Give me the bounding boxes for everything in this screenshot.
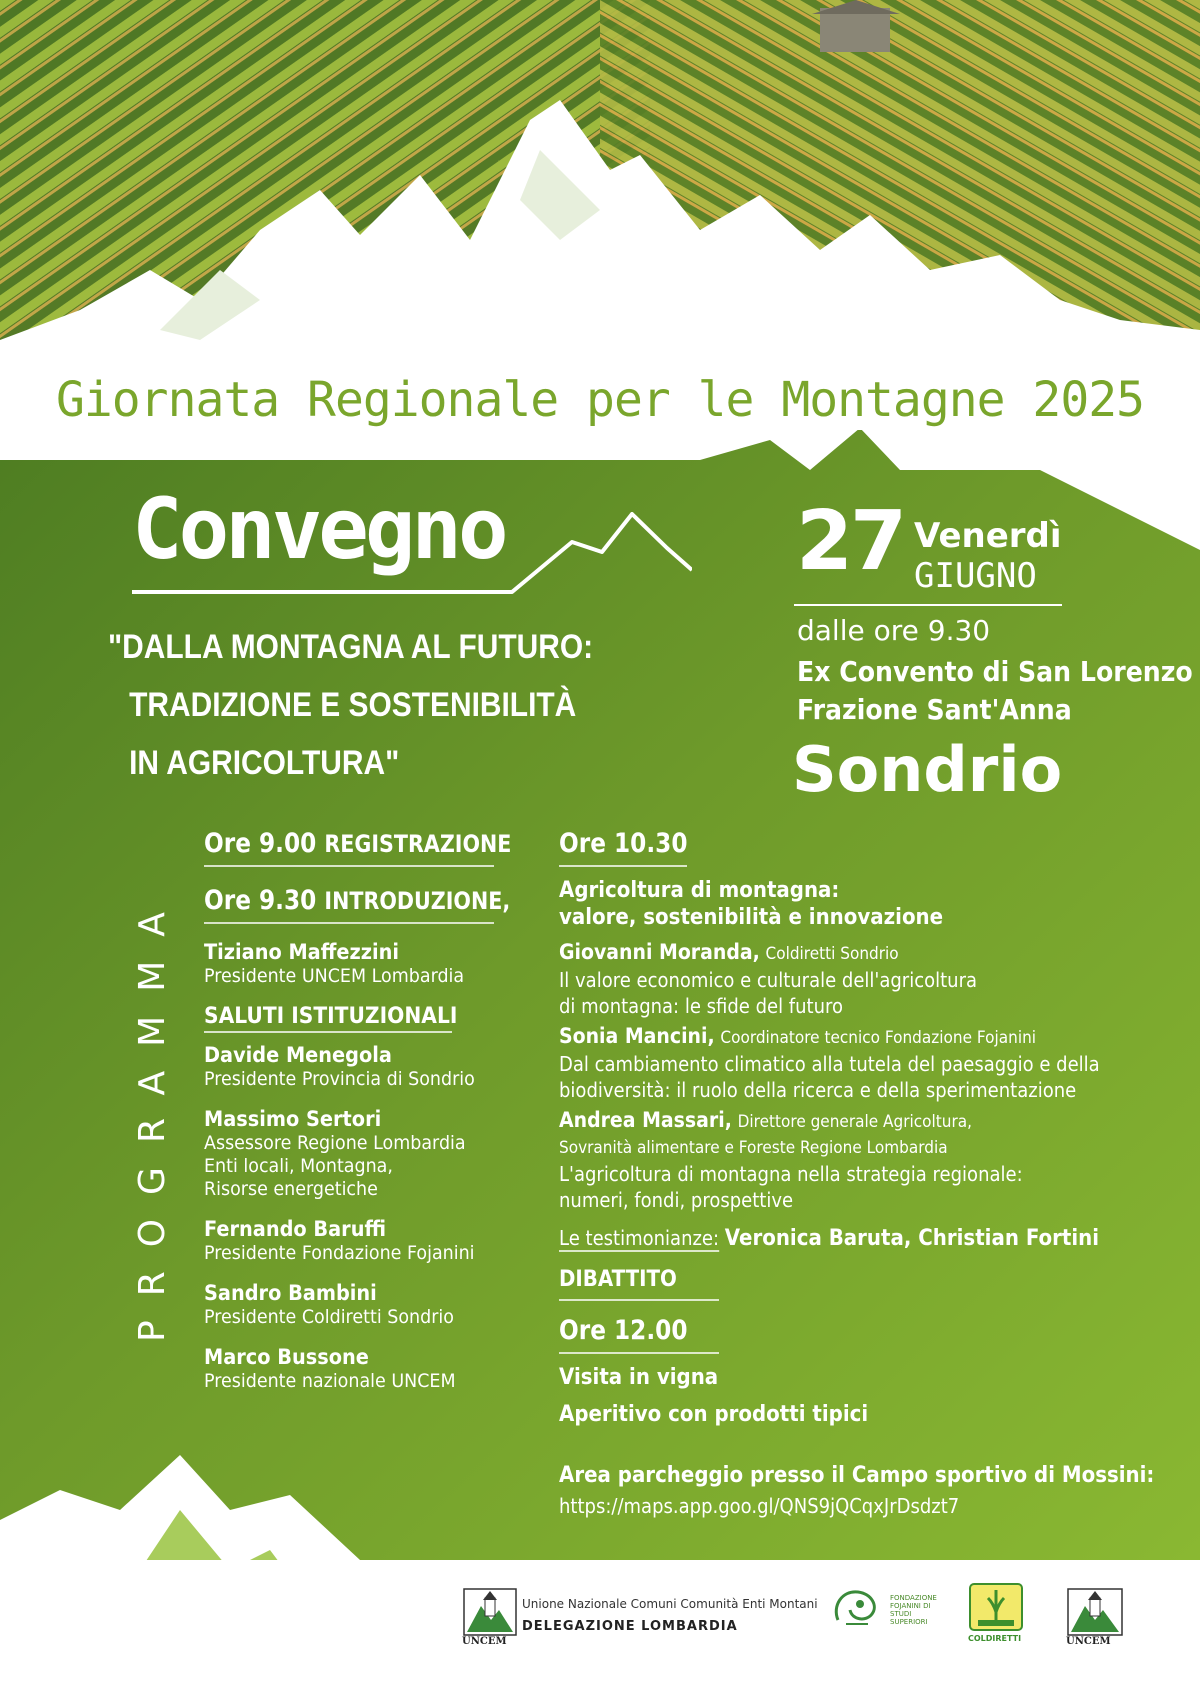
parking-link[interactable]: https://maps.app.goo.gl/QNS9jQCqxJrDsdzt7	[559, 1494, 960, 1518]
talk-speaker: Sonia Mancini,	[559, 1024, 715, 1048]
event-subtitle	[108, 618, 593, 792]
talk-title: biodiversità: il ruolo della ricerca e della sperimentazione	[559, 1078, 1077, 1102]
speaker-block	[204, 1281, 504, 1329]
speaker-role: Assessore Regione Lombardia	[204, 1132, 466, 1154]
uncem-logo-caption-2: UNCEM	[1066, 1636, 1111, 1647]
divider	[204, 865, 494, 867]
subtitle-line: TRADIZIONE E SOSTENIBILITÀ	[129, 686, 577, 724]
testimonials-row	[559, 1225, 1099, 1252]
aperitivo-label: Aperitivo con prodotti tipici	[559, 1402, 869, 1427]
greetings-heading: SALUTI ISTITUZIONALI	[204, 1004, 458, 1029]
talk-title: numeri, fondi, prospettive	[559, 1188, 794, 1212]
program-right-column	[559, 828, 1159, 1519]
speaker-role: Enti locali, Montagna,	[204, 1155, 393, 1177]
page-title: Giornata Regionale per le Montagne 2025	[55, 372, 1145, 428]
fojanini-logo-icon	[828, 1580, 890, 1632]
speaker-name: Tiziano Maffezzini	[204, 940, 399, 964]
uncem-delegation: DELEGAZIONE LOMBARDIA	[522, 1619, 738, 1634]
uncem-logo-caption: UNCEM	[462, 1636, 507, 1647]
divider	[559, 1299, 719, 1301]
program-left-column	[204, 828, 512, 1393]
talk-title: di montagna: le sfide del futuro	[559, 994, 844, 1018]
registration-label: REGISTRAZIONE	[324, 830, 512, 858]
debate-label: DIBATTITO	[559, 1267, 677, 1292]
parking-info: Area parcheggio presso il Campo sportivo di Mossini:	[559, 1463, 1155, 1488]
speaker-role: Presidente Provincia di Sondrio	[204, 1068, 475, 1090]
divider	[559, 1352, 719, 1354]
talk-title: Dal cambiamento climatico alla tutela del paesaggio e della	[559, 1052, 1100, 1076]
introduction-time: Ore 9.30	[204, 885, 317, 916]
talk-block	[559, 1023, 1159, 1103]
speaker-block	[204, 1043, 504, 1091]
talk-title: Il valore economico e culturale dell'agricoltura	[559, 968, 978, 992]
divider	[794, 604, 1062, 606]
uncem-logo-icon	[463, 1588, 517, 1636]
talk-affiliation: Coordinatore tecnico Fondazione Fojanini	[720, 1028, 1037, 1048]
speaker-name: Sandro Bambini	[204, 1281, 377, 1305]
talk-affiliation: Direttore generale Agricoltura,	[737, 1112, 973, 1132]
speaker-block	[204, 1345, 504, 1393]
event-type-heading: Convegno	[132, 480, 505, 578]
testimonials-names: Veronica Baruta, Christian Fortini	[724, 1226, 1100, 1251]
divider	[204, 1031, 452, 1033]
speaker-block	[204, 1217, 504, 1265]
event-weekday: Venerdì	[914, 516, 1062, 556]
event-start-time: dalle ore 9.30	[797, 614, 991, 647]
testimonials-label: Le testimonianze:	[559, 1226, 720, 1250]
speaker-role: Presidente Fondazione Fojanini	[204, 1242, 475, 1264]
speaker-name: Massimo Sertori	[204, 1107, 382, 1131]
speaker-block	[204, 1107, 504, 1201]
registration-row	[204, 828, 512, 859]
coldiretti-logo-caption: COLDIRETTI	[968, 1634, 1022, 1643]
speaker-name: Fernando Baruffi	[204, 1217, 387, 1241]
session-topic: valore, sostenibilità e innovazione	[559, 905, 944, 930]
talk-title: L'agricoltura di montagna nella strategia regionale:	[559, 1162, 1023, 1186]
talk-speaker: Giovanni Moranda,	[559, 940, 760, 964]
subtitle-line: "DALLA MONTAGNA AL FUTURO:	[108, 628, 594, 666]
uncem-fullname: Unione Nazionale Comuni Comunità Enti Montani	[522, 1597, 818, 1611]
registration-time: Ore 9.00	[204, 828, 317, 859]
speaker-role: Risorse energetiche	[204, 1178, 378, 1200]
fojanini-logo-caption: FONDAZIONE FOJANINI DI STUDI SUPERIORI	[890, 1594, 937, 1626]
introduction-label: INTRODUZIONE,	[324, 887, 511, 915]
subtitle-line: IN AGRICOLTURA"	[129, 744, 400, 782]
event-city: Sondrio	[792, 733, 1063, 806]
program-label: PROGRAMMA	[132, 888, 173, 1342]
talk-block	[559, 1107, 1159, 1213]
speaker-role: Presidente nazionale UNCEM	[204, 1370, 456, 1392]
visit-label: Visita in vigna	[559, 1365, 719, 1390]
talk-affiliation: Sovranità alimentare e Foreste Regione Lombardia	[559, 1138, 948, 1158]
session-topic: Agricoltura di montagna:	[559, 878, 840, 903]
uncem-logo-icon-2	[1067, 1588, 1123, 1636]
speaker-name: Davide Menegola	[204, 1043, 392, 1067]
session-time: Ore 10.30	[559, 828, 688, 859]
coldiretti-logo-icon	[968, 1582, 1024, 1632]
speaker-name: Marco Bussone	[204, 1345, 369, 1369]
mountain-line-icon	[132, 512, 692, 598]
event-day: 27	[796, 494, 905, 589]
talk-block	[559, 939, 1159, 1019]
event-venue-area: Frazione Sant'Anna	[797, 693, 1072, 726]
event-month: GIUGNO	[914, 556, 1037, 596]
divider	[204, 922, 494, 924]
speaker-role: Presidente UNCEM Lombardia	[204, 965, 465, 987]
talk-speaker: Andrea Massari,	[559, 1108, 732, 1132]
session-time: Ore 12.00	[559, 1315, 688, 1346]
hero-vineyard-image	[0, 0, 1200, 360]
speaker-role: Presidente Coldiretti Sondrio	[204, 1306, 454, 1328]
talk-affiliation: Coldiretti Sondrio	[765, 944, 899, 964]
introduction-row	[204, 885, 511, 916]
divider	[559, 865, 687, 867]
event-venue: Ex Convento di San Lorenzo	[797, 655, 1193, 688]
